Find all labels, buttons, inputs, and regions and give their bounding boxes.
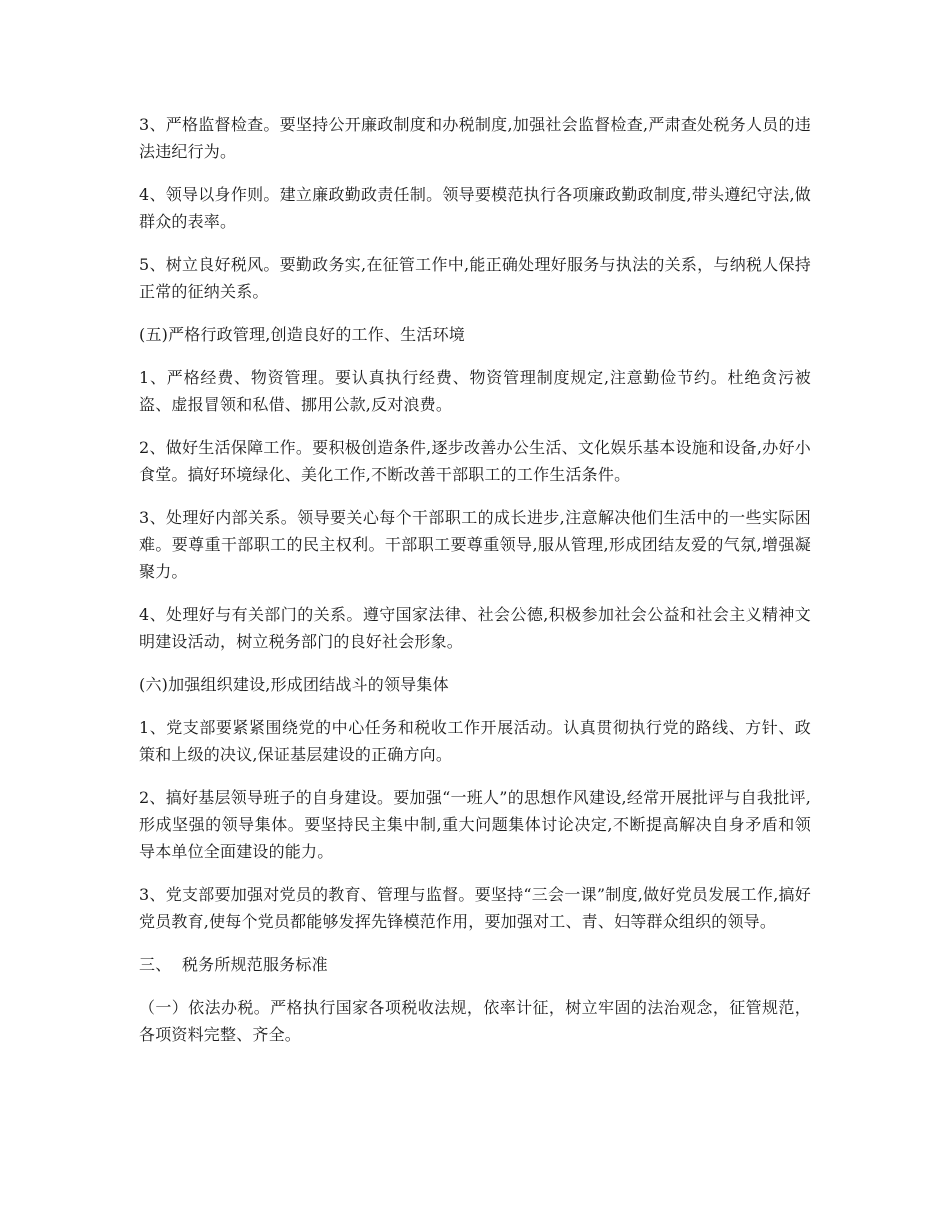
paragraph-living-support: 2、做好生活保障工作。要积极创造条件,逐步改善办公生活、文化娱乐基本设施和设备,办好小食堂。搞好环境绿化、美化工作,不断改善干部职工的工作生活条件。 — [139, 438, 811, 484]
paragraph-lawful-taxation: （一）依法办税。严格执行国家各项税收法规，依率计征，树立牢固的法治观念，征管规范，各项资料完整、齐全。 — [139, 998, 811, 1044]
section-heading-5: (五)严格行政管理,创造良好的工作、生活环境 — [139, 325, 465, 344]
paragraph-external-relations: 4、处理好与有关部门的关系。遵守国家法律、社会公德,积极参加社会公益和社会主义精神文明建设活动，树立税务部门的良好社会形象。 — [139, 605, 811, 651]
paragraph-supervision: 3、严格监督检查。要坚持公开廉政制度和办税制度,加强社会监督检查,严肃查处税务人员的违法违纪行为。 — [139, 115, 811, 161]
section-heading-6: (六)加强组织建设,形成团结战斗的领导集体 — [139, 675, 449, 694]
paragraph-internal-relations: 3、处理好内部关系。领导要关心每个干部职工的成长进步,注意解决他们生活中的一些实际困难。要尊重干部职工的民主权利。干部职工要尊重领导,服从管理,形成团结友爱的气氛,增强凝聚力。 — [139, 508, 811, 581]
paragraph-leadership-example: 4、领导以身作则。建立廉政勤政责任制。领导要模范执行各项廉政勤政制度,带头遵纪守法,做群众的表率。 — [139, 185, 811, 231]
paragraph-leadership-team: 2、搞好基层领导班子的自身建设。要加强“一班人”的思想作风建设,经常开展批评与自我批评,形成坚强的领导集体。要坚持民主集中制,重大问题集体讨论决定,不断提高解决自身矛盾和领导本单位全面建设的能力。 — [139, 788, 811, 861]
paragraph-party-branch: 1、党支部要紧紧围绕党的中心任务和税收工作开展活动。认真贯彻执行党的路线、方针、政策和上级的决议,保证基层建设的正确方向。 — [139, 718, 811, 764]
document-body — [139, 111, 811, 1064]
paragraph-member-education: 3、党支部要加强对党员的教育、管理与监督。要坚持“三会一课”制度,做好党员发展工作,搞好党员教育,使每个党员都能够发挥先锋模范作用，要加强对工、青、妇等群众组织的领导。 — [139, 885, 811, 931]
paragraph-tax-style: 5、树立良好税风。要勤政务实,在征管工作中,能正确处理好服务与执法的关系，与纳税人保持正常的征纳关系。 — [139, 255, 811, 301]
paragraph-funds-management: 1、严格经费、物资管理。要认真执行经费、物资管理制度规定,注意勤俭节约。杜绝贪污被盗、虚报冒领和私借、挪用公款,反对浪费。 — [139, 368, 811, 414]
section-heading-3: 三、 税务所规范服务标准 — [139, 955, 328, 974]
